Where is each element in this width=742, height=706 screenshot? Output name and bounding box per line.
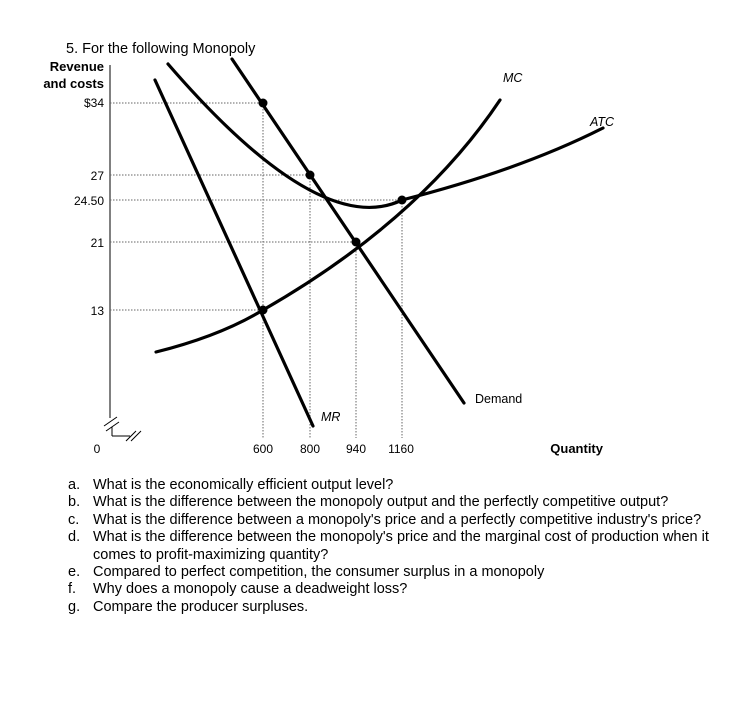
question-text: What is the difference between a monopoly's price and a perfectly competitive industry's price?: [93, 511, 702, 528]
question-text: Why does a monopoly cause a deadweight loss?: [93, 581, 408, 598]
question-letter: b.: [68, 494, 81, 511]
origin-label: 0: [93, 442, 101, 456]
question-letter: e.: [68, 564, 81, 581]
question-a: [68, 477, 718, 494]
y-tick-21: 21: [90, 236, 104, 250]
atc-label: ATC: [590, 115, 615, 129]
y-tick-24-50: 24.50: [73, 194, 104, 208]
point-mc-atc-1160: [398, 196, 407, 205]
question-title: 5. For the following Monopoly: [66, 41, 256, 57]
question-f: [68, 581, 718, 598]
point-mc-mr-600: [259, 306, 268, 315]
point-mc-demand-940: [352, 238, 361, 247]
question-c: [68, 512, 718, 529]
question-text: What is the difference between the monopoly's price and the marginal cost of production when it comes to profit-maximizing quantity?: [93, 529, 709, 563]
question-list: [68, 477, 718, 616]
question-text: Compare the producer surpluses.: [93, 598, 309, 615]
question-letter: f.: [68, 581, 77, 598]
x-tick-800: 800: [299, 442, 321, 456]
y-tick-34: $34: [83, 96, 104, 110]
question-text: What is the economically efficient output level?: [93, 477, 394, 493]
question-letter: c.: [68, 511, 80, 528]
mc-label: MC: [503, 71, 523, 85]
question-letter: g.: [68, 598, 81, 615]
question-b: [68, 494, 718, 511]
question-text: What is the difference between the monopoly output and the perfectly competitive output?: [93, 494, 669, 511]
demand-label: Demand: [475, 392, 523, 406]
x-tick-1160: 1160: [388, 442, 414, 456]
x-tick-600: 600: [252, 442, 274, 456]
question-d: [68, 529, 718, 564]
atc-curve: [168, 64, 603, 207]
y-tick-13: 13: [90, 304, 104, 318]
mr-label: MR: [321, 410, 341, 424]
question-text: Compared to perfect competition, the consumer surplus in a monopoly: [93, 564, 545, 581]
point-atc-800: [306, 171, 315, 180]
point-demand-600: [259, 99, 268, 108]
question-letter: d.: [68, 529, 81, 546]
y-axis-label-line1: Revenue: [49, 59, 104, 74]
question-e: [68, 564, 718, 581]
x-tick-940: 940: [345, 442, 367, 456]
question-g: [68, 599, 718, 616]
mc-curve: [156, 100, 500, 352]
vertical-guides: [263, 103, 402, 438]
y-tick-27: 27: [90, 169, 104, 183]
question-letter: a.: [68, 477, 81, 493]
x-axis-label: Quantity: [550, 441, 603, 456]
demand-curve: [232, 59, 464, 403]
y-axis-label-line2: and costs: [43, 76, 104, 91]
